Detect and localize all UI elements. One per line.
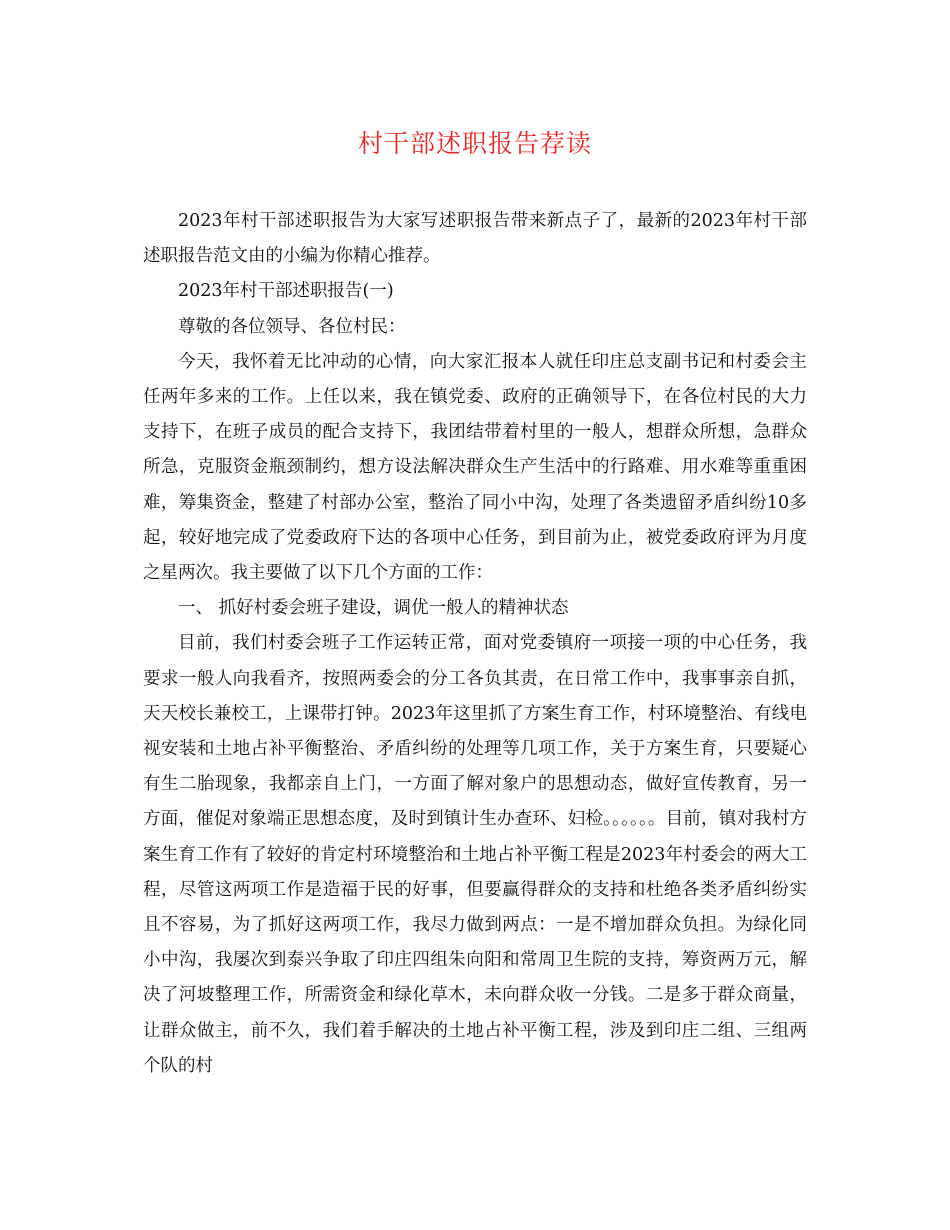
paragraph-opening: 今天，我怀着无比冲动的心情，向大家汇报本人就任印庄总支副书记和村委会主任两年多来的工作。上任以来，我在镇党委、政府的正确领导下，在各位村民的大力支持下，在班子成员的配合支持下，我团结带着村里的一般人，想群众所想，急群众所急，克服资金瓶颈制约，想方设法解决群众生产生活中的行路难、用水难等重重困难，筹集资金，整建了村部办公室，整治了同小中沟，处理了各类遗留矛盾纠纷10多起，较好地完成了党委政府下达的各项中心任务，到目前为止，被党委政府评为月度之星两次。我主要做了以下几个方面的工作： <box>143 351 807 584</box>
document-title: 村干部述职报告荐读 <box>357 129 592 158</box>
paragraph-salutation: 尊敬的各位领导、各位村民： <box>178 316 406 337</box>
paragraph-report-heading: 2023年村干部述职报告(一) <box>178 281 394 302</box>
document-body <box>143 204 807 1084</box>
paragraph-section-body-1: 目前，我们村委会班子工作运转正常，面对党委镇府一项接一项的中心任务，我要求一般人向我看齐，按照两委会的分工各负其责，在日常工作中，我事事亲自抓，天天校长兼校工，上课带打钟。2023年这里抓了方案生育工作，村环境整治、有线电视安装和土地占补平衡整治、矛盾纠纷的处理等几项工作，关于方案生育，只要疑心有生二胎现象，我都亲自上门，一方面了解对象户的思想动态，做好宣传教育，另一方面，催促对象端正思想态度，及时到镇计生办查环、妇检。。。。。。目前，镇对我村方案生育工作有了较好的肯定村环境整治和土地占补平衡工程是2023年村委会的两大工程，尽管这两项工作是造福于民的好事，但要赢得群众的支持和杜绝各类矛盾纠纷实且不容易，为了抓好这两项工作，我尽力做到两点：一是不增加群众负担。为绿化同小中沟，我屡次到泰兴争取了印庄四组朱向阳和常周卫生院的支持，筹资两万元，解决了河坡整理工作，所需资金和绿化草木，未向群众收一分钱。二是多于群众商量，让群众做主，前不久，我们着手解决的土地占补平衡工程，涉及到印庄二组、三组两个队的村 <box>143 633 807 1076</box>
paragraph-intro: 2023年村干部述职报告为大家写述职报告带来新点子了，最新的2023年村干部述职报告范文由的小编为你精心推荐。 <box>143 211 807 267</box>
paragraph-section-heading-1: 一、 抓好村委会班子建设，调优一般人的精神状态 <box>178 598 569 619</box>
